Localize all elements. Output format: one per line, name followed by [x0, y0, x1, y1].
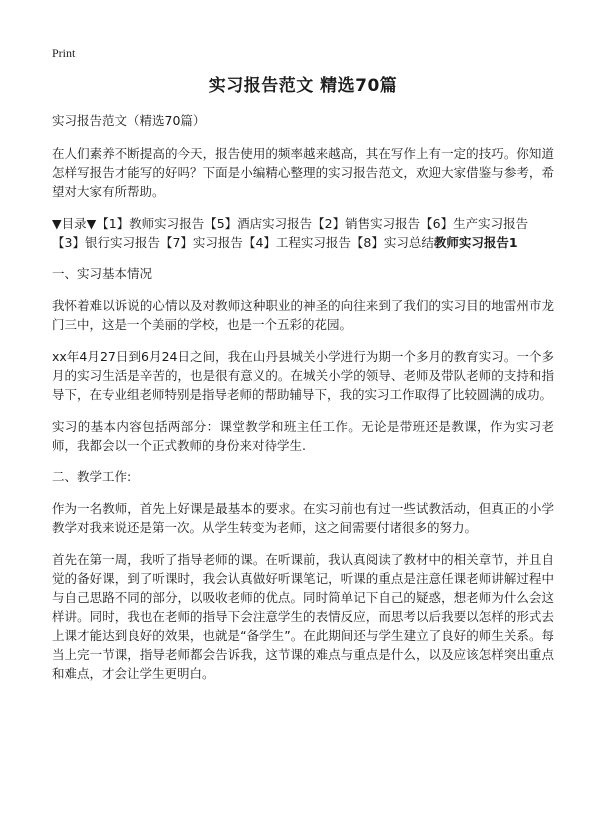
paragraph: 首先在第一周，我听了指导老师的课。在听课前，我认真阅读了教材中的相关章节，并且自觉的备好课，到了听课时，我会认真做好听课笔记，听课的重点是注意任课老师讲解过程中与自己思路不同的部分，以吸收老师的优点。同时简单记下自己的疑惑，想老师为什么会这样讲。同时，我也在老师的指导下会注意学生的表情反应，而思考以后我要以怎样的形式去上课才能达到良好的效果，也就是“备学生”。在此期间还与学生建立了良好的师生关系。每当上完一节课，指导老师都会告诉我，这节课的难点与重点是什么，以及应该怎样突出重点和难点，才会让学生更明白。: [52, 552, 554, 681]
document-title: 实习报告范文 精选70篇: [208, 76, 398, 96]
section-heading-teaching: 二、教学工作:: [52, 469, 132, 484]
intro-paragraph: 在人们素养不断提高的今天，报告使用的频率越来越高，其在写作上有一定的技巧。你知道怎样写报告才能写的好吗？下面是小编精心整理的实习报告范文，欢迎大家借鉴与参考，希望对大家有所帮助。: [52, 146, 554, 199]
paragraph: 实习的基本内容包括两部分：课堂教学和班主任工作。无论是带班还是教课，作为实习老师，我都会以一个正式教师的身份来对待学生.: [52, 419, 554, 453]
document-page: [52, 74, 554, 696]
toc-item-internship[interactable]: 【7】实习报告: [159, 235, 243, 250]
toc-item-bank[interactable]: 【3】银行实习报告: [52, 235, 160, 250]
paragraph: 我怀着难以诉说的心情以及对教师这种职业的神圣的向往来到了我们的实习目的地雷州市龙门三中，这是一个美丽的学校，也是一个五彩的花园。: [52, 298, 554, 332]
toc-prefix: ▼目录▼: [52, 216, 97, 231]
toc-item-teacher[interactable]: 【1】教师实习报告: [96, 216, 205, 231]
section-title-teacher-report: 教师实习报告1: [433, 235, 518, 250]
toc-item-engineering[interactable]: 【4】工程实习报告: [242, 235, 351, 250]
toc-item-sales[interactable]: 【2】销售实习报告: [312, 216, 421, 231]
toc-item-summary[interactable]: 【8】实习总结: [350, 235, 434, 250]
toc-item-production[interactable]: 【6】生产实习报告: [420, 216, 529, 231]
print-label[interactable]: Print: [52, 46, 76, 60]
paragraph: 作为一名教师，首先上好课是最基本的要求。在实习前也有过一些试教活动，但真正的小学教学对我来说还是第一次。从学生转变为老师，这之间需要付诸很多的努力。: [52, 501, 554, 535]
toc-item-hotel[interactable]: 【5】酒店实习报告: [204, 216, 313, 231]
table-of-contents: [52, 214, 554, 252]
document-subtitle: 实习报告范文（精选70篇）: [52, 113, 206, 128]
paragraph: xx年4月27日到6月24日之间，我在山丹县城关小学进行为期一个多月的教育实习。一个多月的实习生活是辛苦的，也是很有意义的。在城关小学的领导、老师及带队老师的支持和指导下，在专业组老师特别是指导老师的帮助辅导下，我的实习工作取得了比较圆满的成功。: [52, 349, 554, 402]
section-heading-basic-info: 一、实习基本情况: [52, 266, 153, 281]
